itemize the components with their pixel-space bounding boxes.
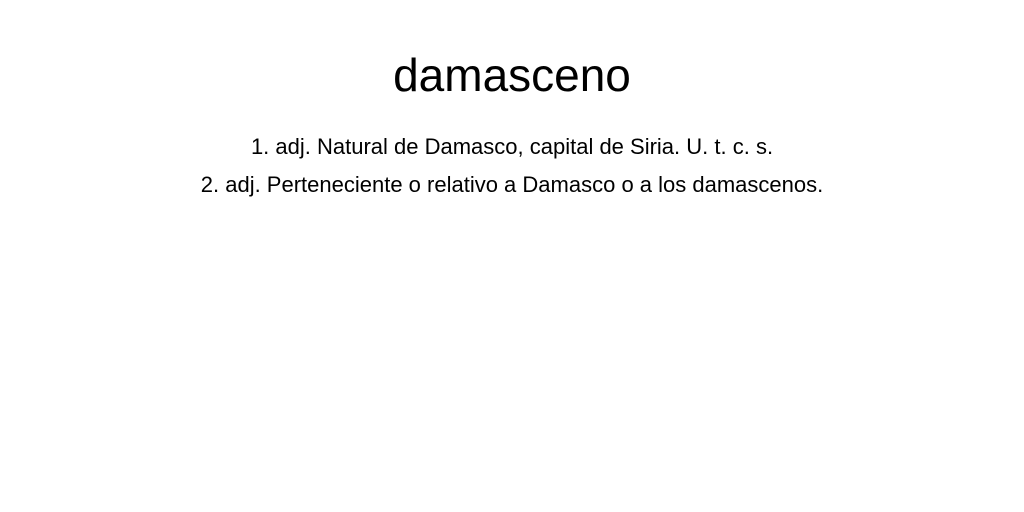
definition-list xyxy=(0,128,1024,204)
headword-title: damasceno xyxy=(393,49,631,101)
definition-item-1: 1. adj. Natural de Damasco, capital de Siria. U. t. c. s. xyxy=(250,134,774,159)
definition-item-2: 2. adj. Perteneciente o relativo a Damasco o a los damascenos. xyxy=(200,172,824,197)
